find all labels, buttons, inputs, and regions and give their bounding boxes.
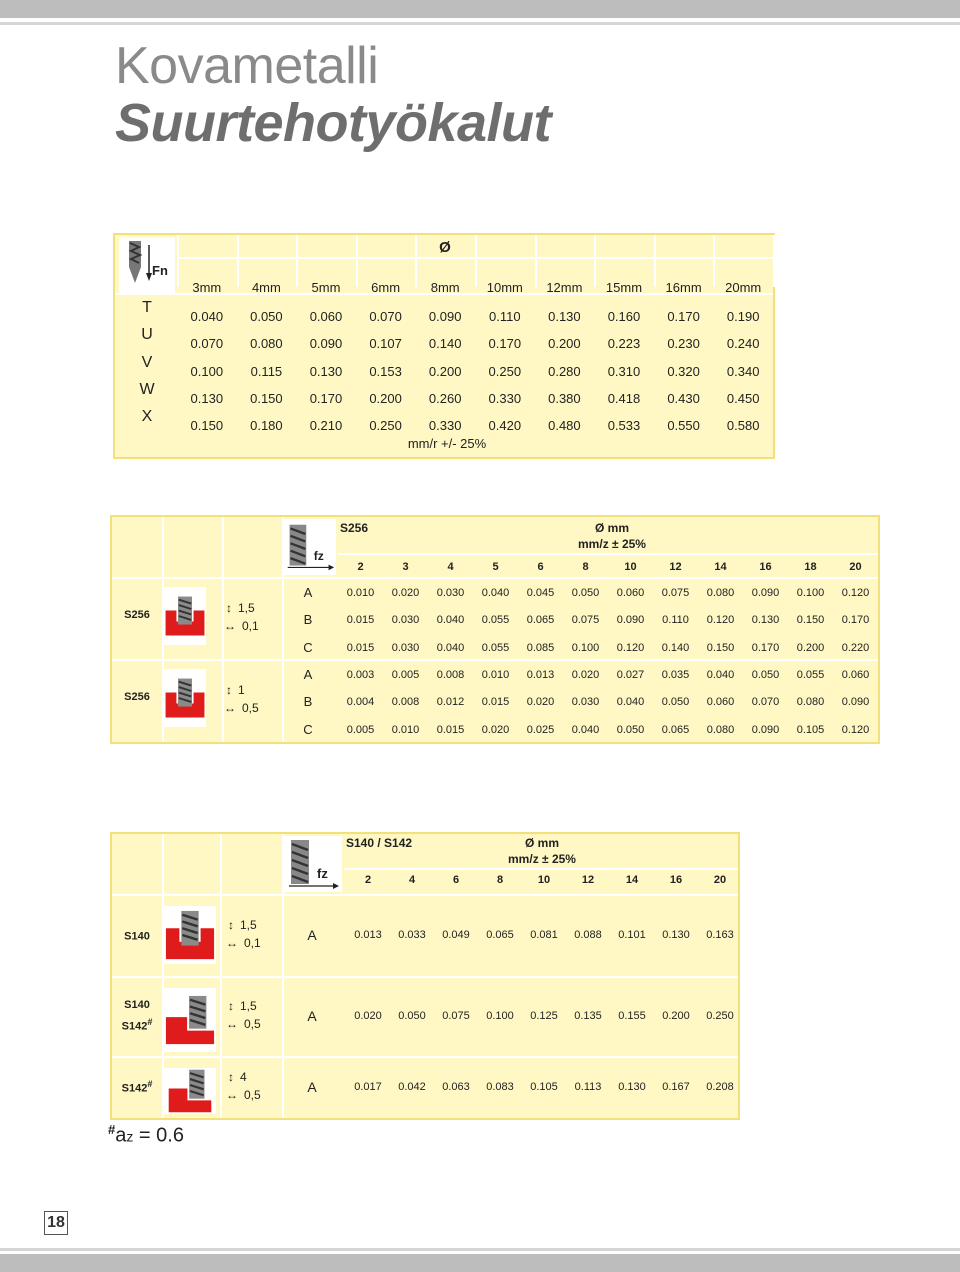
- diameter-header: 3: [402, 561, 409, 573]
- radial-depth: 0,5: [242, 701, 259, 715]
- feed-value: 0.050: [250, 309, 283, 324]
- drill-icon: [119, 237, 175, 293]
- feed-value: 0.190: [726, 309, 760, 324]
- footnote-mark: #: [147, 1017, 153, 1027]
- diameter-header: 14: [625, 874, 639, 886]
- feed-value: 0.050: [398, 1010, 426, 1022]
- feed-value: 0.208: [706, 1081, 734, 1093]
- feed-value: 0.170: [309, 390, 343, 406]
- material-group: A: [307, 1079, 317, 1095]
- feed-value: 0.050: [616, 723, 645, 736]
- diameter-header: 10mm: [486, 280, 523, 295]
- feed-value: 0.055: [796, 669, 825, 681]
- tool-code: [114, 1017, 160, 1033]
- feed-value: 0.200: [662, 1010, 690, 1022]
- feed-value: 0.140: [428, 336, 462, 352]
- diameter-header: 12: [669, 561, 682, 573]
- feed-value: 0.153: [369, 363, 402, 379]
- row-label: U: [141, 326, 153, 344]
- diameter-header: 4mm: [251, 280, 281, 295]
- page-number: 18: [44, 1211, 68, 1235]
- feed-value: 0.049: [442, 929, 470, 941]
- feed-value: 0.130: [309, 363, 343, 379]
- feed-value: 0.013: [526, 669, 555, 681]
- feed-value: 0.480: [548, 418, 581, 434]
- diameter-header: 6mm: [371, 280, 401, 295]
- feed-value: 0.055: [481, 641, 510, 654]
- feed-value: 0.110: [662, 614, 689, 627]
- feed-value: 0.090: [751, 723, 780, 736]
- feed-value: 0.170: [751, 641, 780, 654]
- diameter-header: 5: [492, 561, 499, 573]
- feed-value: 0.150: [190, 418, 224, 434]
- feed-value: 0.070: [369, 309, 402, 324]
- diameter-header: 2: [357, 561, 364, 573]
- diameter-header: 20: [713, 874, 727, 886]
- feed-value: 0.130: [548, 309, 581, 324]
- vertical-depth-arrow: ↕: [226, 601, 232, 615]
- feed-value: 0.150: [796, 614, 825, 627]
- feed-value: 0.330: [428, 418, 462, 434]
- feed-value: 0.083: [486, 1081, 514, 1093]
- page-title-line1: Kovametalli: [115, 37, 379, 95]
- diameter-header: 8: [582, 561, 589, 573]
- feed-value: 0.105: [530, 1081, 558, 1093]
- tool-code: S256: [124, 691, 150, 703]
- row-label: X: [141, 408, 153, 426]
- material-group: A: [307, 1008, 317, 1024]
- feed-value: 0.110: [489, 309, 521, 324]
- diameter-header: 6: [452, 874, 460, 886]
- feed-value: 0.100: [486, 1010, 514, 1022]
- tool-code: [114, 1079, 160, 1095]
- feed-value: 0.010: [481, 669, 510, 681]
- row-label: V: [141, 353, 153, 371]
- feed-value: 0.012: [436, 696, 465, 709]
- feed-value: 0.015: [346, 641, 375, 654]
- feed-value: 0.042: [398, 1081, 426, 1093]
- feed-value: 0.130: [618, 1081, 646, 1093]
- end-mill-icon: [284, 519, 336, 575]
- side-mill-icon: [164, 1068, 216, 1114]
- feed-value: 0.330: [488, 390, 522, 406]
- group-divider: [112, 1056, 738, 1058]
- material-group: A: [303, 585, 313, 600]
- feed-value: 0.060: [309, 309, 343, 324]
- horizontal-depth-arrow: ↔: [224, 619, 236, 633]
- feed-value: 0.340: [726, 363, 760, 379]
- feed-value: 0.113: [574, 1081, 602, 1093]
- feed-value: 0.120: [706, 614, 735, 627]
- feed-value: 0.080: [796, 696, 825, 709]
- feed-value: 0.065: [661, 723, 690, 736]
- horizontal-depth-arrow: ↔: [226, 936, 238, 950]
- feed-value: 0.170: [488, 336, 522, 352]
- diameter-header: 8: [496, 874, 504, 886]
- tool-code-text: S140: [124, 930, 150, 943]
- feed-value: 0.250: [369, 418, 402, 434]
- feed-value: 0.055: [481, 614, 510, 627]
- feed-table-s140-s142: [110, 832, 740, 1120]
- feed-value: 0.120: [841, 723, 870, 736]
- feed-value: 0.050: [661, 696, 690, 709]
- feed-value: 0.040: [616, 696, 645, 709]
- feed-value: 0.230: [667, 336, 700, 352]
- vertical-depth-arrow: ↕: [228, 1070, 234, 1084]
- horizontal-depth-arrow: ↔: [224, 701, 236, 715]
- feed-value: 0.167: [662, 1081, 690, 1093]
- diameter-header: 6: [537, 561, 544, 573]
- diameter-header: 20mm: [725, 280, 762, 295]
- diameter-header: 8mm: [430, 280, 460, 295]
- feed-value: 0.045: [526, 587, 555, 599]
- feed-value: 0.580: [726, 418, 760, 434]
- feed-value: 0.100: [571, 641, 600, 654]
- radial-depth: 0,5: [244, 1088, 261, 1102]
- feed-value: 0.200: [548, 336, 581, 352]
- bottom-bar: [0, 1254, 960, 1272]
- horizontal-depth-arrow: ↔: [226, 1088, 238, 1102]
- feed-value: 0.125: [530, 1010, 558, 1022]
- fz-label: fz: [313, 549, 324, 563]
- feed-value: 0.040: [436, 641, 465, 654]
- feed-value: 0.120: [616, 641, 645, 654]
- feed-value: 0.420: [488, 418, 522, 434]
- tool-code-text: S142: [121, 1020, 148, 1033]
- feed-value: 0.070: [190, 336, 224, 352]
- feed-value: 0.080: [250, 336, 283, 352]
- slot-mill-icon: [164, 669, 206, 727]
- feed-value: 0.418: [607, 390, 641, 406]
- feed-value: 0.040: [481, 587, 510, 599]
- vertical-depth-arrow: ↕: [228, 918, 234, 932]
- feed-value: 0.090: [616, 614, 645, 627]
- diameter-header: 14: [714, 561, 727, 573]
- footnote: #az = 0.6: [108, 1122, 184, 1147]
- vertical-depth-arrow: ↕: [226, 683, 232, 697]
- top-bar: [0, 0, 960, 18]
- feed-unit: mm/z ± 25%: [578, 537, 646, 551]
- feed-value: 0.004: [346, 696, 375, 709]
- feed-value: 0.015: [436, 723, 465, 736]
- header-divider: [344, 868, 738, 870]
- diameter-header: 4: [447, 561, 454, 573]
- fz-label: fz: [317, 866, 328, 881]
- feed-value: 0.100: [796, 587, 825, 599]
- diameter-header: 3mm: [192, 280, 222, 295]
- diameter-header: 16: [669, 874, 683, 886]
- feed-value: 0.090: [841, 696, 870, 709]
- axial-depth: 1,5: [238, 601, 255, 615]
- feed-value: 0.090: [428, 309, 462, 324]
- diameter-header: 4: [408, 874, 416, 886]
- feed-value: 0.200: [369, 390, 402, 406]
- feed-value: 0.430: [667, 390, 700, 406]
- row-label: T: [142, 299, 152, 316]
- feed-value: 0.210: [309, 418, 343, 434]
- horizontal-depth-arrow: ↔: [226, 1017, 238, 1031]
- feed-value: 0.040: [571, 723, 600, 736]
- feed-value: 0.075: [661, 587, 690, 599]
- diameter-header: 2: [364, 874, 372, 886]
- feed-value: 0.075: [442, 1010, 470, 1022]
- feed-value: 0.150: [706, 641, 735, 654]
- feed-value: 0.040: [436, 614, 465, 627]
- feed-value: 0.280: [548, 363, 581, 379]
- feed-value: 0.550: [667, 418, 700, 434]
- feed-value: 0.060: [841, 669, 870, 681]
- feed-value: 0.100: [190, 363, 224, 379]
- feed-value: 0.250: [488, 363, 522, 379]
- feed-value: 0.130: [751, 614, 780, 627]
- group-divider: [112, 976, 738, 978]
- feed-value: 0.081: [530, 929, 558, 941]
- feed-value: 0.017: [354, 1081, 382, 1093]
- column-divider: [773, 235, 775, 287]
- feed-value: 0.027: [616, 669, 645, 681]
- slot-mill-icon: [164, 906, 216, 964]
- feed-value: 0.015: [481, 696, 510, 709]
- diameter-header: 15mm: [605, 280, 643, 295]
- feed-value: 0.010: [346, 587, 375, 599]
- header-divider: [112, 894, 738, 896]
- row-label: W: [139, 380, 155, 398]
- material-group: A: [307, 927, 317, 943]
- feed-value: 0.040: [190, 309, 224, 324]
- feed-value: 0.450: [726, 390, 760, 406]
- feed-value: 0.075: [571, 614, 600, 627]
- feed-value: 0.025: [526, 723, 555, 736]
- header-divider: [338, 553, 878, 555]
- feed-value: 0.030: [571, 696, 600, 709]
- feed-value: 0.063: [442, 1081, 470, 1093]
- feed-value: 0.090: [309, 336, 343, 352]
- feed-value: 0.080: [706, 587, 735, 599]
- feed-value: 0.310: [607, 363, 641, 379]
- diameter-title: Ø mm: [524, 836, 559, 850]
- feed-value: 0.070: [751, 696, 780, 709]
- feed-value: 0.003: [346, 669, 375, 681]
- end-mill-icon: [284, 836, 342, 892]
- feed-value: 0.060: [616, 587, 645, 599]
- vertical-depth-arrow: ↕: [228, 999, 234, 1013]
- feed-value: 0.005: [391, 669, 420, 681]
- feed-value: 0.013: [354, 929, 382, 941]
- feed-value: 0.533: [607, 418, 641, 434]
- feed-value: 0.240: [726, 336, 760, 352]
- feed-value: 0.170: [841, 614, 870, 627]
- feed-value: 0.090: [751, 587, 780, 599]
- material-group: B: [303, 694, 313, 710]
- diameter-header: 10: [624, 561, 637, 573]
- feed-value: 0.005: [346, 723, 375, 736]
- tool-code: S140: [124, 999, 150, 1011]
- feed-value: 0.115: [250, 363, 283, 379]
- feed-value: 0.020: [526, 696, 555, 709]
- feed-value: 0.008: [436, 669, 465, 681]
- feed-table-drilling: [113, 233, 775, 459]
- feed-unit: mm/z ± 25%: [508, 852, 576, 866]
- material-group: C: [303, 639, 313, 655]
- feed-value: 0.101: [618, 929, 646, 941]
- tool-title: S256: [340, 521, 369, 535]
- feed-value: 0.015: [346, 614, 375, 627]
- feed-value: 0.155: [618, 1010, 646, 1022]
- feed-value: 0.200: [796, 641, 825, 654]
- slot-mill-icon: [164, 587, 206, 645]
- feed-value: 0.107: [369, 336, 402, 352]
- page-title-line2: Suurtehotyökalut: [115, 93, 552, 153]
- diameter-header: 16: [759, 561, 772, 573]
- tool-code: S256: [124, 609, 150, 621]
- material-group: B: [303, 612, 313, 628]
- diameter-header: 18: [804, 561, 817, 573]
- feed-value: 0.065: [526, 614, 555, 627]
- feed-value: 0.180: [250, 418, 283, 434]
- feed-value: 0.250: [706, 1010, 734, 1022]
- top-line: [0, 22, 960, 25]
- header-divider: [177, 257, 773, 259]
- feed-value: 0.160: [607, 309, 641, 324]
- diameter-symbol: Ø: [439, 239, 451, 256]
- axial-depth: 1: [238, 683, 245, 697]
- feed-value: 0.040: [706, 669, 735, 681]
- diameter-header: 16mm: [665, 280, 702, 295]
- axial-depth: 1,5: [240, 918, 257, 932]
- feed-value: 0.380: [548, 390, 581, 406]
- feed-value: 0.140: [661, 641, 690, 654]
- feed-value: 0.020: [481, 723, 510, 736]
- radial-depth: 0,1: [242, 619, 259, 633]
- side-mill-icon: [164, 988, 216, 1052]
- feed-value: 0.088: [574, 929, 602, 941]
- feed-value: 0.065: [486, 929, 514, 941]
- feed-value: 0.030: [391, 641, 420, 654]
- feed-value: 0.008: [391, 696, 420, 709]
- feed-value: 0.010: [391, 723, 420, 736]
- feed-value: 0.170: [667, 309, 700, 324]
- header-divider: [112, 577, 878, 579]
- diameter-header: 20: [849, 561, 862, 573]
- tool-code-text: S142: [121, 1082, 148, 1095]
- feed-value: 0.120: [841, 587, 870, 599]
- diameter-header: 12: [581, 874, 595, 886]
- axial-depth: 1,5: [240, 999, 257, 1013]
- feed-value: 0.020: [391, 587, 420, 599]
- feed-value: 0.320: [667, 363, 700, 379]
- feed-value: 0.085: [526, 641, 555, 654]
- feed-value: 0.060: [706, 696, 735, 709]
- feed-value: 0.050: [571, 587, 600, 599]
- footnote-mark: #: [147, 1079, 153, 1089]
- radial-depth: 0,5: [244, 1017, 261, 1031]
- group-divider: [112, 659, 878, 661]
- feed-value: 0.223: [607, 336, 641, 352]
- feed-value: 0.033: [398, 929, 426, 941]
- tool-code: [114, 927, 160, 943]
- feed-value: 0.020: [354, 1010, 382, 1022]
- diameter-title: Ø mm: [594, 521, 629, 535]
- feed-value: 0.030: [391, 614, 420, 627]
- material-group: A: [303, 667, 313, 682]
- feed-value: 0.080: [706, 723, 735, 736]
- diameter-header: 5mm: [311, 280, 341, 295]
- feed-value: 0.020: [571, 669, 600, 681]
- feed-value: 0.220: [841, 641, 870, 654]
- feed-value: 0.163: [706, 929, 734, 941]
- diameter-header: 10: [537, 874, 551, 886]
- feed-value: 0.105: [796, 723, 825, 736]
- diameter-header: 12mm: [546, 280, 583, 295]
- feed-value: 0.030: [436, 587, 465, 599]
- feed-value: 0.150: [250, 390, 283, 406]
- feed-value: 0.035: [661, 669, 690, 681]
- feed-value: 0.050: [751, 669, 780, 681]
- feed-value: 0.260: [428, 390, 462, 406]
- feed-table-s256: [110, 515, 880, 744]
- radial-depth: 0,1: [244, 936, 261, 950]
- unit-footer: mm/r +/- 25%: [407, 436, 487, 451]
- feed-value: 0.130: [190, 390, 224, 406]
- tool-title: S140 / S142: [346, 836, 413, 850]
- axial-depth: 4: [240, 1070, 247, 1084]
- feed-value: 0.135: [574, 1010, 602, 1022]
- svg-text:Fn: Fn: [152, 263, 168, 278]
- feed-value: 0.200: [428, 363, 462, 379]
- feed-value: 0.130: [662, 929, 690, 941]
- bottom-line: [0, 1248, 960, 1251]
- material-group: C: [303, 721, 313, 737]
